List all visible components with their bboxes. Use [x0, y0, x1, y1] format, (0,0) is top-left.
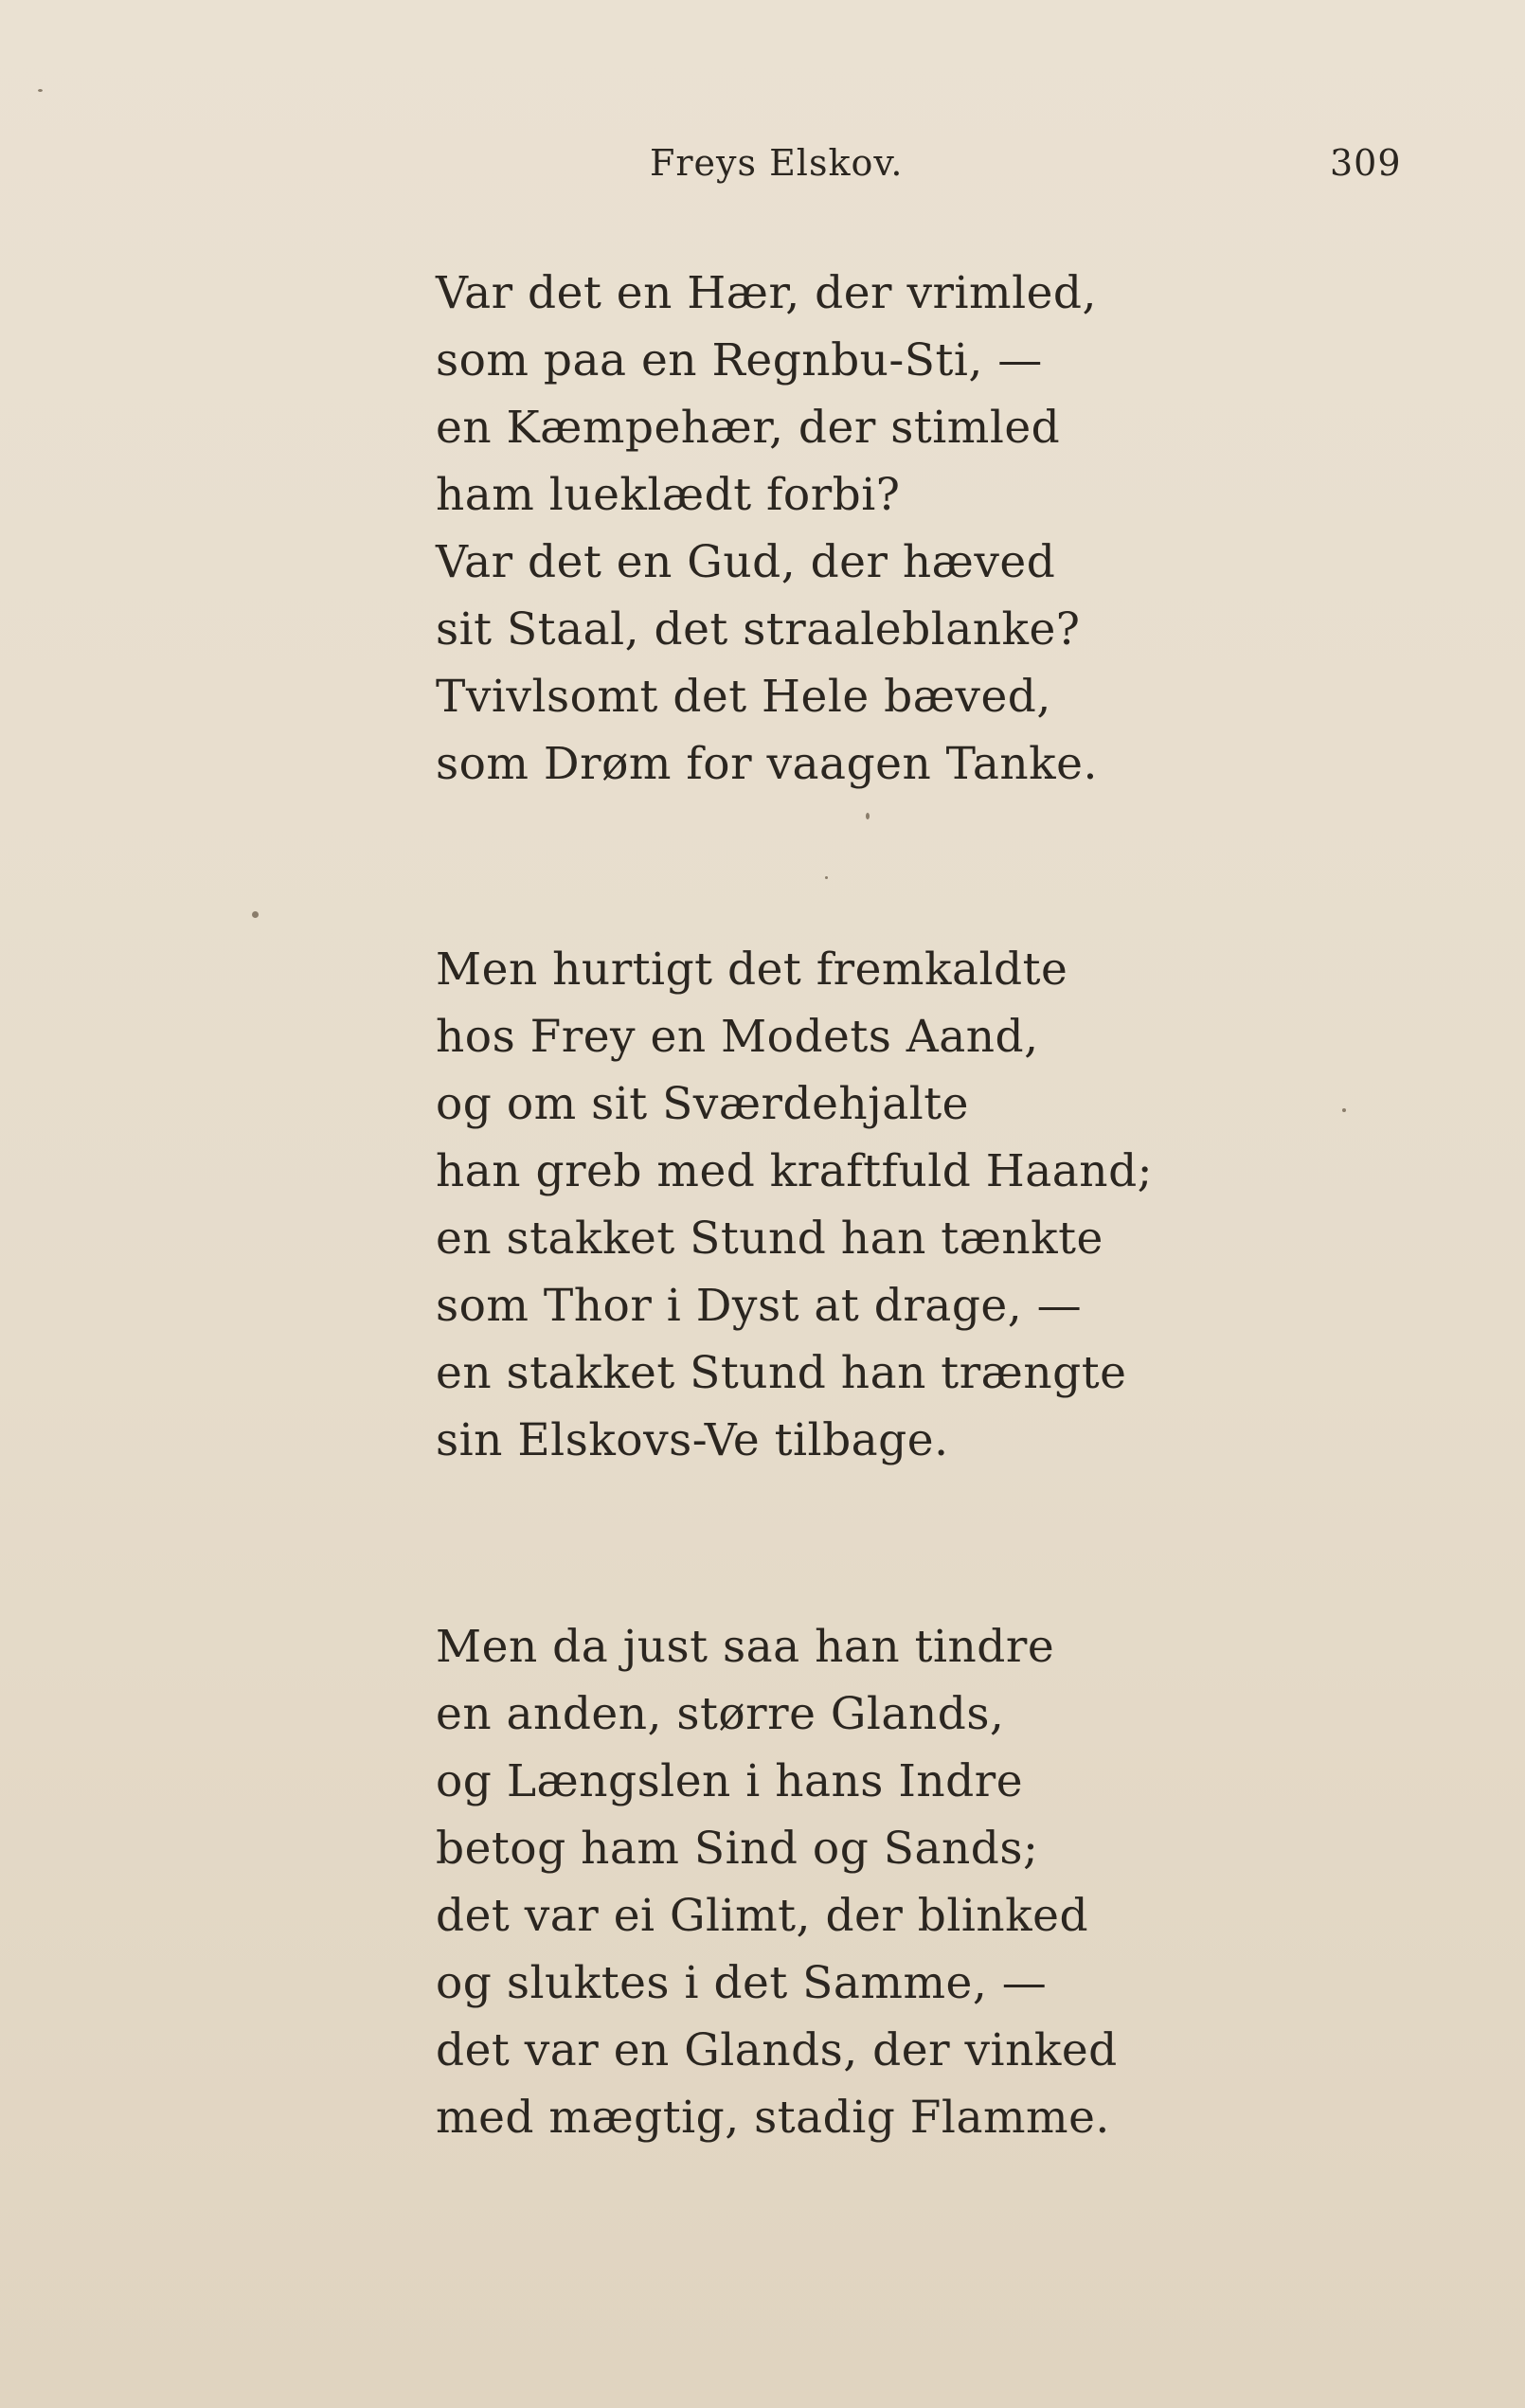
- verse-line: og sluktes i det Samme, —: [436, 1957, 1048, 2009]
- verse-line: en anden, større Glands,: [436, 1688, 1005, 1740]
- verse-line: det var en Glands, der vinked: [436, 2024, 1118, 2076]
- paper-speck: [252, 911, 259, 918]
- verse-line: som Thor i Dyst at drage, —: [436, 1280, 1083, 1332]
- verse-line: ham lueklædt forbi?: [436, 469, 901, 521]
- verse-line: en stakket Stund han trængte: [436, 1347, 1127, 1399]
- paper-speck: [866, 813, 870, 819]
- verse-line: og Længslen i hans Indre: [436, 1755, 1024, 1807]
- verse-line: sit Staal, det straaleblanke?: [436, 603, 1081, 656]
- stanza-3: [436, 1613, 1383, 2151]
- paper-speck: [1342, 1108, 1346, 1112]
- verse-line: Men da just saa han tindre: [436, 1621, 1055, 1673]
- verse-line: som Drøm for vaagen Tanke.: [436, 738, 1098, 790]
- verse-line: det var ei Glimt, der blinked: [436, 1890, 1089, 1942]
- verse-line: han greb med kraftfuld Haand;: [436, 1145, 1153, 1197]
- verse-line: sin Elskovs-Ve tilbage.: [436, 1414, 949, 1466]
- verse-line: Tvivlsomt det Hele bæved,: [436, 671, 1051, 723]
- page-number: 309: [1330, 142, 1402, 184]
- paper-speck: [825, 876, 828, 879]
- verse-line: hos Frey en Modets Aand,: [436, 1011, 1039, 1063]
- paper-speck: [38, 89, 43, 92]
- verse-line: Men hurtigt det fremkaldte: [436, 943, 1068, 996]
- verse-line: betog ham Sind og Sands;: [436, 1823, 1039, 1875]
- verse-line: og om sit Sværdehjalte: [436, 1078, 969, 1130]
- verse-line: en Kæmpehær, der stimled: [436, 402, 1061, 454]
- verse-line: med mægtig, stadig Flamme.: [436, 2092, 1110, 2144]
- running-head: [0, 142, 1525, 199]
- verse-line: som paa en Regnbu-Sti, —: [436, 334, 1043, 386]
- verse-line: en stakket Stund han tænkte: [436, 1213, 1103, 1265]
- stanza-1: [436, 260, 1383, 798]
- running-title: Freys Elskov.: [650, 142, 904, 184]
- verse-line: Var det en Gud, der hæved: [436, 536, 1056, 588]
- stanza-2: [436, 936, 1383, 1474]
- verse-line: Var det en Hær, der vrimled,: [436, 267, 1097, 319]
